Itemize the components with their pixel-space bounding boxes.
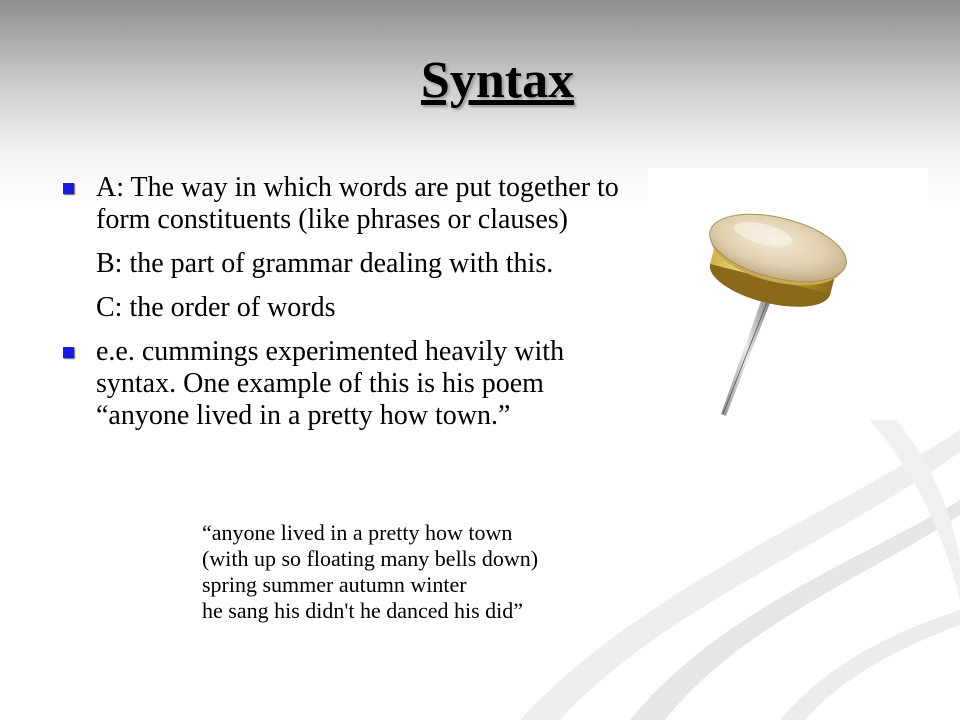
poem-line: “anyone lived in a pretty how town xyxy=(202,520,513,545)
sub-line-c: C: the order of words xyxy=(96,292,336,323)
sub-line-b: B: the part of grammar dealing with this. xyxy=(96,248,554,279)
poem-excerpt xyxy=(202,520,538,624)
poem-line: (with up so floating many bells down) xyxy=(202,546,539,571)
thumbtack-image xyxy=(648,168,928,420)
bullet-text: e.e. cummings experimented heavily with syntax. One example of this is his poem “anyone lived in a pretty how town.” xyxy=(96,336,565,431)
square-bullet-icon xyxy=(63,183,74,194)
bullet-item xyxy=(60,172,640,236)
slide-title: Syntax xyxy=(420,52,575,109)
thumbtack-icon xyxy=(648,168,928,420)
bullet-text: A: The way in which words are put together to form constituents (like phrases or clauses) xyxy=(96,172,619,235)
poem-line: he sang his didn't he danced his did” xyxy=(202,598,524,623)
square-bullet-icon xyxy=(63,347,74,358)
bullet-item xyxy=(60,336,640,432)
slide-content xyxy=(60,172,640,432)
poem-line: spring summer autumn winter xyxy=(202,572,467,597)
